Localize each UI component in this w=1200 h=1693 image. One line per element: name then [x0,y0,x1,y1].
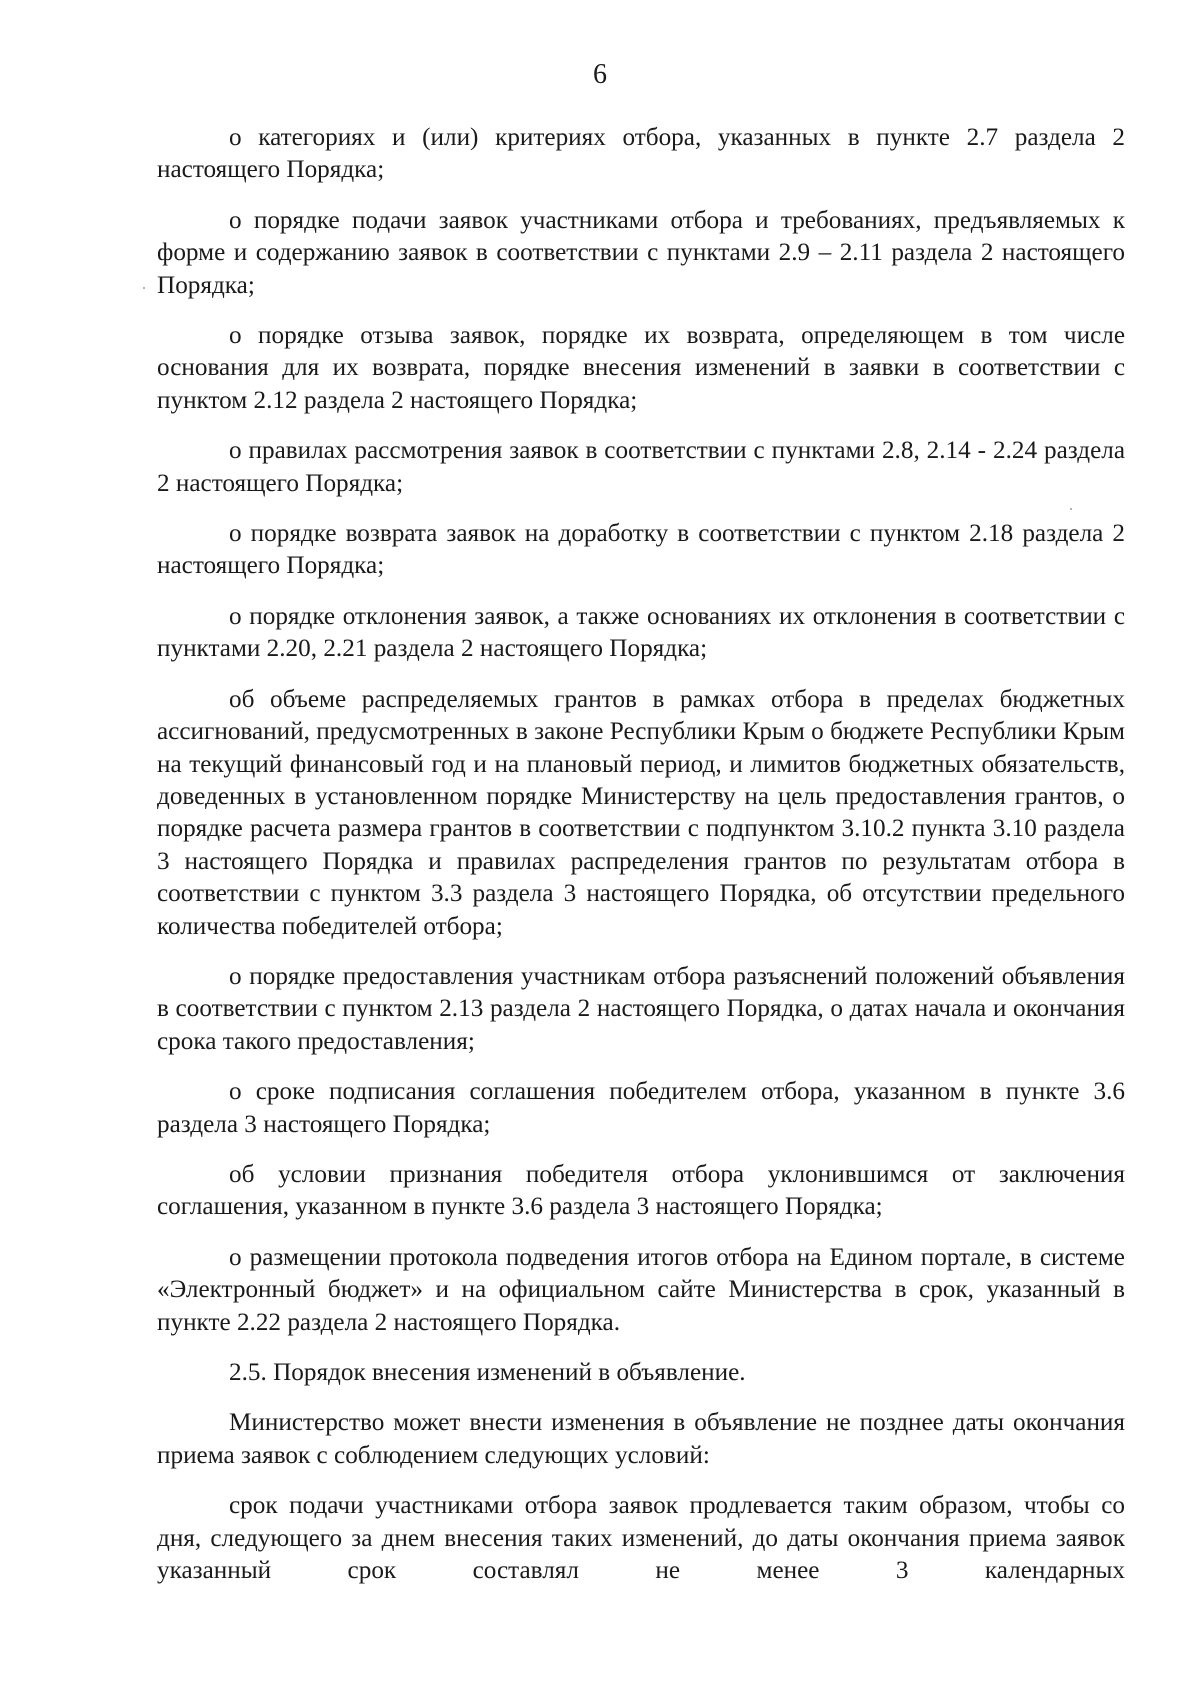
paragraph-application-withdrawal: о порядке отзыва заявок, порядке их возврата, определяющем в том числе основания для их возврата, порядке внесения изменений в заявки в соответствии с пунктом 2.12 раздела 2 настоящего Порядка; [157,322,1125,414]
section-heading-2-5: 2.5. Порядок внесения изменений в объявление. [229,1359,746,1386]
paragraph-grant-volume: об объеме распределяемых грантов в рамках отбора в пределах бюджетных ассигнований, предусмотренных в законе Республики Крым о бюджете Республики Крым на текущий финансовый год и на плановый период, и лимитов бюджетных обязательств, доведенных в установленном порядке Министерству на цель предоставления грантов, о порядке расчета размера грантов в соответствии с подпунктом 3.10.2 пункта 3.10 раздела 3 настоящего Порядка и правилах распределения грантов по результатам отбора в соответствии с пунктом 3.3 раздела 3 настоящего Порядка, об отсутствии предельного количества победителей отбора; [157,685,1125,940]
document-body [157,122,1125,1587]
paragraph-application-submission: о порядке подачи заявок участниками отбора и требованиях, предъявляемых к форме и содержанию заявок в соответствии с пунктами 2.9 – 2.11 раздела 2 настоящего Порядка; [157,206,1125,299]
paragraph-review-rules: о правилах рассмотрения заявок в соответствии с пунктами 2.8, 2.14 - 2.24 раздела 2 настоящего Порядка; [157,437,1125,497]
scan-speck [143,287,145,289]
paragraph-ministry-changes: Министерство может внести изменения в объявление не позднее даты окончания приема заявок с соблюдением следующих условий: [157,1409,1125,1469]
paragraph-clarifications: о порядке предоставления участникам отбора разъяснений положений объявления в соответствии с пунктом 2.13 раздела 2 настоящего Порядка, о датах начала и окончания срока такого предоставления; [157,962,1125,1055]
paragraph-evasion-condition: об условии признания победителя отбора уклонившимся от заключения соглашения, указанном в пункте 3.6 раздела 3 настоящего Порядка; [157,1160,1125,1221]
paragraph-rejection: о порядке отклонения заявок, а также основаниях их отклонения в соответствии с пунктами 2.20, 2.21 раздела 2 настоящего Порядка; [157,602,1125,663]
paragraph-selection-criteria: о категориях и (или) критериях отбора, указанных в пункте 2.7 раздела 2 настоящего Порядка; [157,124,1125,184]
paragraph-protocol-publication: о размещении протокола подведения итогов отбора на Едином портале, в системе «Электронный бюджет» и на официальном сайте Министерства в срок, указанный в пункте 2.22 раздела 2 настоящего Порядка. [157,1243,1125,1336]
paragraph-return-for-revision: о порядке возврата заявок на доработку в соответствии с пунктом 2.18 раздела 2 настоящего Порядка; [157,520,1125,580]
paragraph-deadline-extension: срок подачи участниками отбора заявок продлевается таким образом, чтобы со дня, следующего за днем внесения таких изменений, до даты окончания приема заявок указанный срок составлял не менее 3 календарных [157,1492,1125,1585]
scan-speck [1070,508,1072,510]
page-number: 6 [593,59,607,90]
paragraph-agreement-signing: о сроке подписания соглашения победителем отбора, указанном в пункте 3.6 раздела 3 настоящего Порядка; [157,1078,1125,1138]
